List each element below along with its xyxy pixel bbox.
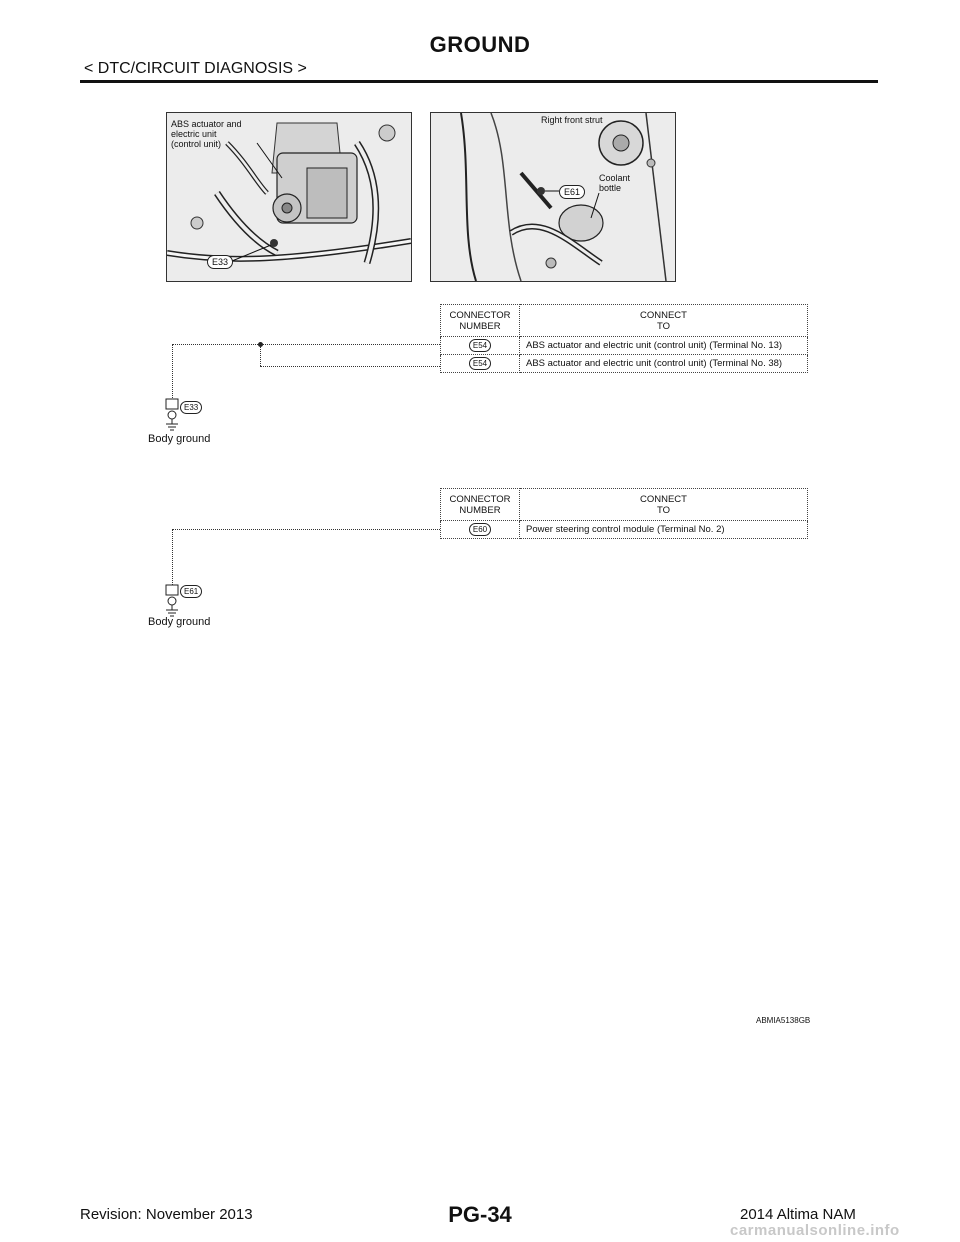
model-name: 2014 Altima NAM [740,1206,856,1223]
wire-e61-top [172,529,440,530]
ground-symbol-e33 [165,398,181,432]
strut-area-illustration [431,113,675,281]
splice-dot [258,342,263,347]
wire-e33-bottom [260,366,440,367]
connect-to-cell: ABS actuator and electric unit (control unit) (Terminal No. 38) [520,355,808,373]
coolant-label: Coolant bottle [599,173,631,193]
section-header: < DTC/CIRCUIT DIAGNOSIS > [84,60,307,77]
ground-symbol-e61 [165,584,181,618]
abs-actuator-photo [166,112,412,282]
table-header-connector: CONNECTOR NUMBER [441,305,520,337]
revision-date: Revision: November 2013 [80,1206,253,1223]
connector-badge: E54 [469,339,491,352]
ground-tag-e61: E61 [180,585,202,598]
strut-label: Right front strut [541,115,603,125]
header-rule [80,80,878,83]
figure-code: ABMIA5138GB [756,1016,811,1025]
body-ground-label-e33: Body ground [148,433,211,445]
table-header-connect-to: CONNECT TO [520,489,808,521]
wire-e33-branch [260,344,261,366]
watermark: carmanualsonline.info [730,1222,900,1239]
page-title: GROUND [429,32,531,57]
wire-e33-vertical [172,344,173,400]
table-row [441,355,808,373]
body-ground-label-e61: Body ground [148,616,211,628]
connector-badge: E54 [469,357,491,370]
table-row [441,521,808,539]
connect-to-cell: ABS actuator and electric unit (control unit) (Terminal No. 13) [520,337,808,355]
page-number: PG-34 [448,1202,512,1227]
connector-badge: E60 [469,523,491,536]
connector-table-e33 [440,304,808,373]
table-header-connect-to: CONNECT TO [520,305,808,337]
wire-e33-top [172,344,440,345]
abs-actuator-callout: ABS actuator and electric unit (control unit) [171,119,242,149]
ground-tag-e33-photo: E33 [207,255,233,269]
ground-tag-e61-photo: E61 [559,185,585,199]
connector-table-e61 [440,488,808,539]
strut-area-photo [430,112,676,282]
wire-e61-vertical [172,529,173,585]
connect-to-cell: Power steering control module (Terminal No. 2) [520,521,808,539]
table-header-connector: CONNECTOR NUMBER [441,489,520,521]
table-row [441,337,808,355]
ground-tag-e33: E33 [180,401,202,414]
